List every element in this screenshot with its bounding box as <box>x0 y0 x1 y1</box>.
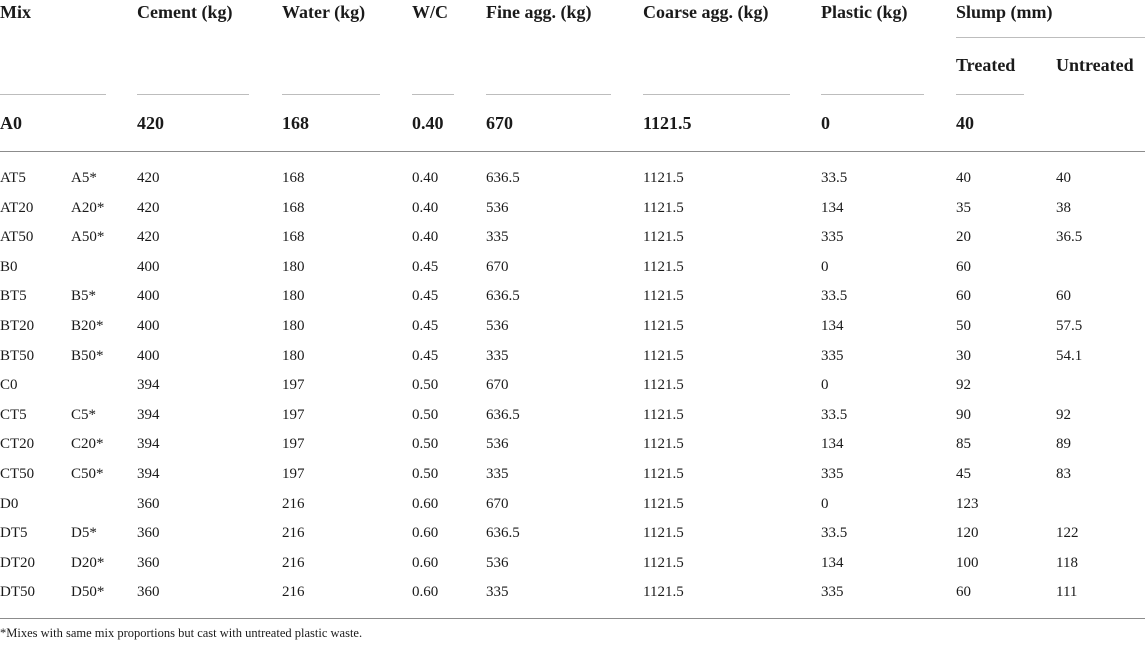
cell-water: 180 <box>282 288 305 305</box>
header-plastic: Plastic (kg) <box>821 2 908 22</box>
header-untreated: Untreated <box>1056 55 1134 75</box>
cell-water: 197 <box>282 406 305 423</box>
cell-coarse-agg: 1121.5 <box>643 347 684 364</box>
cell-coarse-agg: 1121.5 <box>643 318 684 334</box>
cell-slump-treated: 60 <box>956 288 971 305</box>
header-fine-agg: Fine agg. (kg) <box>486 2 592 22</box>
cell-slump-untreated: 122 <box>1056 525 1079 542</box>
cell-mix: AT50 <box>0 229 34 246</box>
cell-mix: AT20 <box>0 199 34 216</box>
table-row <box>0 194 1145 224</box>
table-row <box>0 312 1145 342</box>
cell-slump-untreated: 54.1 <box>1056 347 1083 364</box>
cell-mix: D0 <box>0 495 19 512</box>
cell-wc: 0.60 <box>412 584 439 601</box>
cell-wc: 0.40 <box>412 199 439 216</box>
a0-coarse-agg: 1121.5 <box>643 113 692 133</box>
cell-plastic: 33.5 <box>821 406 848 423</box>
cell-untreated-mix: B20* <box>71 318 104 334</box>
cell-cement: 420 <box>137 170 160 186</box>
table-footnote: *Mixes with same mix proportions but cast with untreated plastic waste. <box>0 626 363 640</box>
cell-plastic: 134 <box>821 318 844 334</box>
table-row <box>0 371 1145 401</box>
cell-untreated-mix: A20* <box>71 199 105 216</box>
cell-plastic: 335 <box>821 584 844 601</box>
cell-wc: 0.60 <box>412 554 439 571</box>
cell-slump-treated: 85 <box>956 436 971 453</box>
cell-slump-untreated: 57.5 <box>1056 318 1083 334</box>
table-bottom-rule <box>0 618 1145 619</box>
a0-mix: A0 <box>0 113 22 133</box>
cell-coarse-agg: 1121.5 <box>643 406 684 423</box>
cell-water: 197 <box>282 377 305 394</box>
cell-fine-agg: 536 <box>486 554 509 571</box>
cell-water: 216 <box>282 584 305 601</box>
cell-fine-agg: 335 <box>486 466 509 482</box>
cell-wc: 0.40 <box>412 229 439 246</box>
cell-untreated-mix: D5* <box>71 525 97 542</box>
cell-fine-agg: 636.5 <box>486 406 520 423</box>
cell-slump-untreated: 83 <box>1056 466 1071 482</box>
cell-plastic: 33.5 <box>821 525 848 542</box>
cell-fine-agg: 335 <box>486 347 509 364</box>
cell-slump-treated: 50 <box>956 318 971 334</box>
cell-plastic: 33.5 <box>821 288 848 305</box>
cell-slump-untreated: 89 <box>1056 436 1071 453</box>
a0-slump-treated: 40 <box>956 113 974 133</box>
cell-water: 180 <box>282 347 305 364</box>
cell-wc: 0.45 <box>412 288 439 305</box>
cell-mix: BT50 <box>0 347 35 364</box>
cell-slump-treated: 20 <box>956 229 971 246</box>
cell-cement: 400 <box>137 288 160 305</box>
cell-coarse-agg: 1121.5 <box>643 258 684 275</box>
cell-mix: BT20 <box>0 318 35 334</box>
cell-untreated-mix: D20* <box>71 554 105 571</box>
cell-cement: 394 <box>137 406 160 423</box>
cell-fine-agg: 636.5 <box>486 525 520 542</box>
table-row <box>0 519 1145 549</box>
cell-slump-treated: 60 <box>956 258 971 275</box>
cell-slump-treated: 90 <box>956 406 971 423</box>
cell-untreated-mix: C5* <box>71 406 97 423</box>
header-cement: Cement (kg) <box>137 2 233 22</box>
cell-slump-untreated: 40 <box>1056 170 1071 186</box>
cell-untreated-mix: C50* <box>71 466 104 482</box>
header-treated: Treated <box>956 55 1016 75</box>
table-row <box>0 342 1145 372</box>
cell-cement: 400 <box>137 347 160 364</box>
cell-untreated-mix: A50* <box>71 229 105 246</box>
cell-slump-treated: 35 <box>956 199 971 216</box>
cell-plastic: 33.5 <box>821 170 848 186</box>
table-row <box>0 490 1145 520</box>
cell-slump-treated: 100 <box>956 554 979 571</box>
cell-fine-agg: 536 <box>486 436 509 453</box>
table-row <box>0 401 1145 431</box>
cell-cement: 420 <box>137 229 160 246</box>
cell-coarse-agg: 1121.5 <box>643 377 684 394</box>
cell-plastic: 134 <box>821 554 844 571</box>
cell-slump-treated: 60 <box>956 584 971 601</box>
table-row <box>0 253 1145 283</box>
cell-slump-treated: 45 <box>956 466 971 482</box>
cell-cement: 360 <box>137 495 160 512</box>
cell-wc: 0.50 <box>412 406 439 423</box>
header-coarse-agg: Coarse agg. (kg) <box>643 2 769 22</box>
underline-water <box>282 94 380 95</box>
a0-plastic: 0 <box>821 113 830 133</box>
cell-cement: 400 <box>137 318 160 334</box>
cell-slump-treated: 40 <box>956 170 971 186</box>
cell-fine-agg: 670 <box>486 377 509 394</box>
cell-mix: DT5 <box>0 525 28 542</box>
cell-slump-treated: 123 <box>956 495 979 512</box>
cell-cement: 360 <box>137 554 160 571</box>
cell-coarse-agg: 1121.5 <box>643 554 684 571</box>
cell-wc: 0.40 <box>412 170 439 186</box>
cell-plastic: 0 <box>821 258 829 275</box>
cell-water: 168 <box>282 170 305 186</box>
cell-water: 216 <box>282 525 305 542</box>
cell-fine-agg: 536 <box>486 318 509 334</box>
cell-untreated-mix: B50* <box>71 347 104 364</box>
cell-water: 180 <box>282 318 305 334</box>
cell-cement: 420 <box>137 199 160 216</box>
cell-water: 197 <box>282 436 305 453</box>
cell-mix: BT5 <box>0 288 27 305</box>
cell-mix: DT20 <box>0 554 35 571</box>
cell-slump-treated: 30 <box>956 347 971 364</box>
table-row <box>0 578 1145 608</box>
cell-slump-treated: 92 <box>956 377 971 394</box>
cell-slump-untreated: 92 <box>1056 406 1071 423</box>
cell-mix: CT5 <box>0 406 27 423</box>
cell-fine-agg: 335 <box>486 229 509 246</box>
cell-water: 216 <box>282 554 305 571</box>
cell-wc: 0.50 <box>412 436 439 453</box>
cell-plastic: 0 <box>821 495 829 512</box>
underline-mix <box>0 94 106 95</box>
table-row <box>0 282 1145 312</box>
underline-plastic <box>821 94 924 95</box>
header-slump: Slump (mm) <box>956 2 1053 22</box>
underline-cement <box>137 94 249 95</box>
underline-fine-agg <box>486 94 611 95</box>
a0-fine-agg: 670 <box>486 113 513 133</box>
cell-mix: B0 <box>0 258 18 275</box>
cell-wc: 0.60 <box>412 495 439 512</box>
cell-mix: CT20 <box>0 436 35 453</box>
cell-cement: 400 <box>137 258 160 275</box>
cell-plastic: 134 <box>821 436 844 453</box>
cell-plastic: 0 <box>821 377 829 394</box>
cell-coarse-agg: 1121.5 <box>643 170 684 186</box>
cell-coarse-agg: 1121.5 <box>643 436 684 453</box>
slump-span-rule <box>956 37 1145 38</box>
cell-water: 197 <box>282 466 305 482</box>
cell-plastic: 335 <box>821 229 844 246</box>
cell-fine-agg: 636.5 <box>486 170 520 186</box>
a0-wc: 0.40 <box>412 113 444 133</box>
cell-cement: 360 <box>137 525 160 542</box>
table-row <box>0 164 1145 194</box>
cell-plastic: 335 <box>821 347 844 364</box>
cell-slump-treated: 120 <box>956 525 979 542</box>
table-row <box>0 549 1145 579</box>
cell-mix: CT50 <box>0 466 35 482</box>
cell-cement: 394 <box>137 466 160 482</box>
cell-fine-agg: 670 <box>486 495 509 512</box>
cell-cement: 394 <box>137 436 160 453</box>
header-mix: Mix <box>0 2 31 22</box>
cell-slump-untreated: 111 <box>1056 584 1078 601</box>
cell-plastic: 335 <box>821 466 844 482</box>
cell-water: 168 <box>282 229 305 246</box>
cell-coarse-agg: 1121.5 <box>643 229 684 246</box>
cell-untreated-mix: A5* <box>71 170 97 186</box>
cell-fine-agg: 536 <box>486 199 509 216</box>
cell-wc: 0.45 <box>412 318 439 334</box>
cell-untreated-mix: D50* <box>71 584 105 601</box>
underline-coarse-agg <box>643 94 790 95</box>
cell-coarse-agg: 1121.5 <box>643 466 684 482</box>
cell-fine-agg: 636.5 <box>486 288 520 305</box>
cell-water: 168 <box>282 199 305 216</box>
cell-slump-untreated: 118 <box>1056 554 1078 571</box>
cell-fine-agg: 335 <box>486 584 509 601</box>
table-row <box>0 430 1145 460</box>
cell-wc: 0.45 <box>412 347 439 364</box>
cell-wc: 0.60 <box>412 525 439 542</box>
cell-untreated-mix: B5* <box>71 288 97 305</box>
cell-coarse-agg: 1121.5 <box>643 495 684 512</box>
header-water: Water (kg) <box>282 2 366 22</box>
table-row <box>0 223 1145 253</box>
body-top-rule <box>0 151 1145 152</box>
cell-coarse-agg: 1121.5 <box>643 199 684 216</box>
cell-cement: 394 <box>137 377 160 394</box>
cell-mix: AT5 <box>0 170 26 186</box>
cell-water: 180 <box>282 258 305 275</box>
cell-plastic: 134 <box>821 199 844 216</box>
a0-water: 168 <box>282 113 309 133</box>
cell-mix: DT50 <box>0 584 35 601</box>
underline-treated <box>956 94 1024 95</box>
cell-water: 216 <box>282 495 305 512</box>
cell-wc: 0.50 <box>412 377 439 394</box>
cell-coarse-agg: 1121.5 <box>643 584 684 601</box>
a0-cement: 420 <box>137 113 164 133</box>
cell-slump-untreated: 36.5 <box>1056 229 1083 246</box>
underline-wc <box>412 94 454 95</box>
cell-coarse-agg: 1121.5 <box>643 525 684 542</box>
cell-slump-untreated: 60 <box>1056 288 1071 305</box>
cell-wc: 0.50 <box>412 466 439 482</box>
cell-coarse-agg: 1121.5 <box>643 288 684 305</box>
cell-fine-agg: 670 <box>486 258 509 275</box>
header-wc: W/C <box>412 2 448 22</box>
cell-cement: 360 <box>137 584 160 601</box>
cell-mix: C0 <box>0 377 18 394</box>
cell-slump-untreated: 38 <box>1056 199 1071 216</box>
cell-untreated-mix: C20* <box>71 436 104 453</box>
cell-wc: 0.45 <box>412 258 439 275</box>
table-row <box>0 460 1145 490</box>
